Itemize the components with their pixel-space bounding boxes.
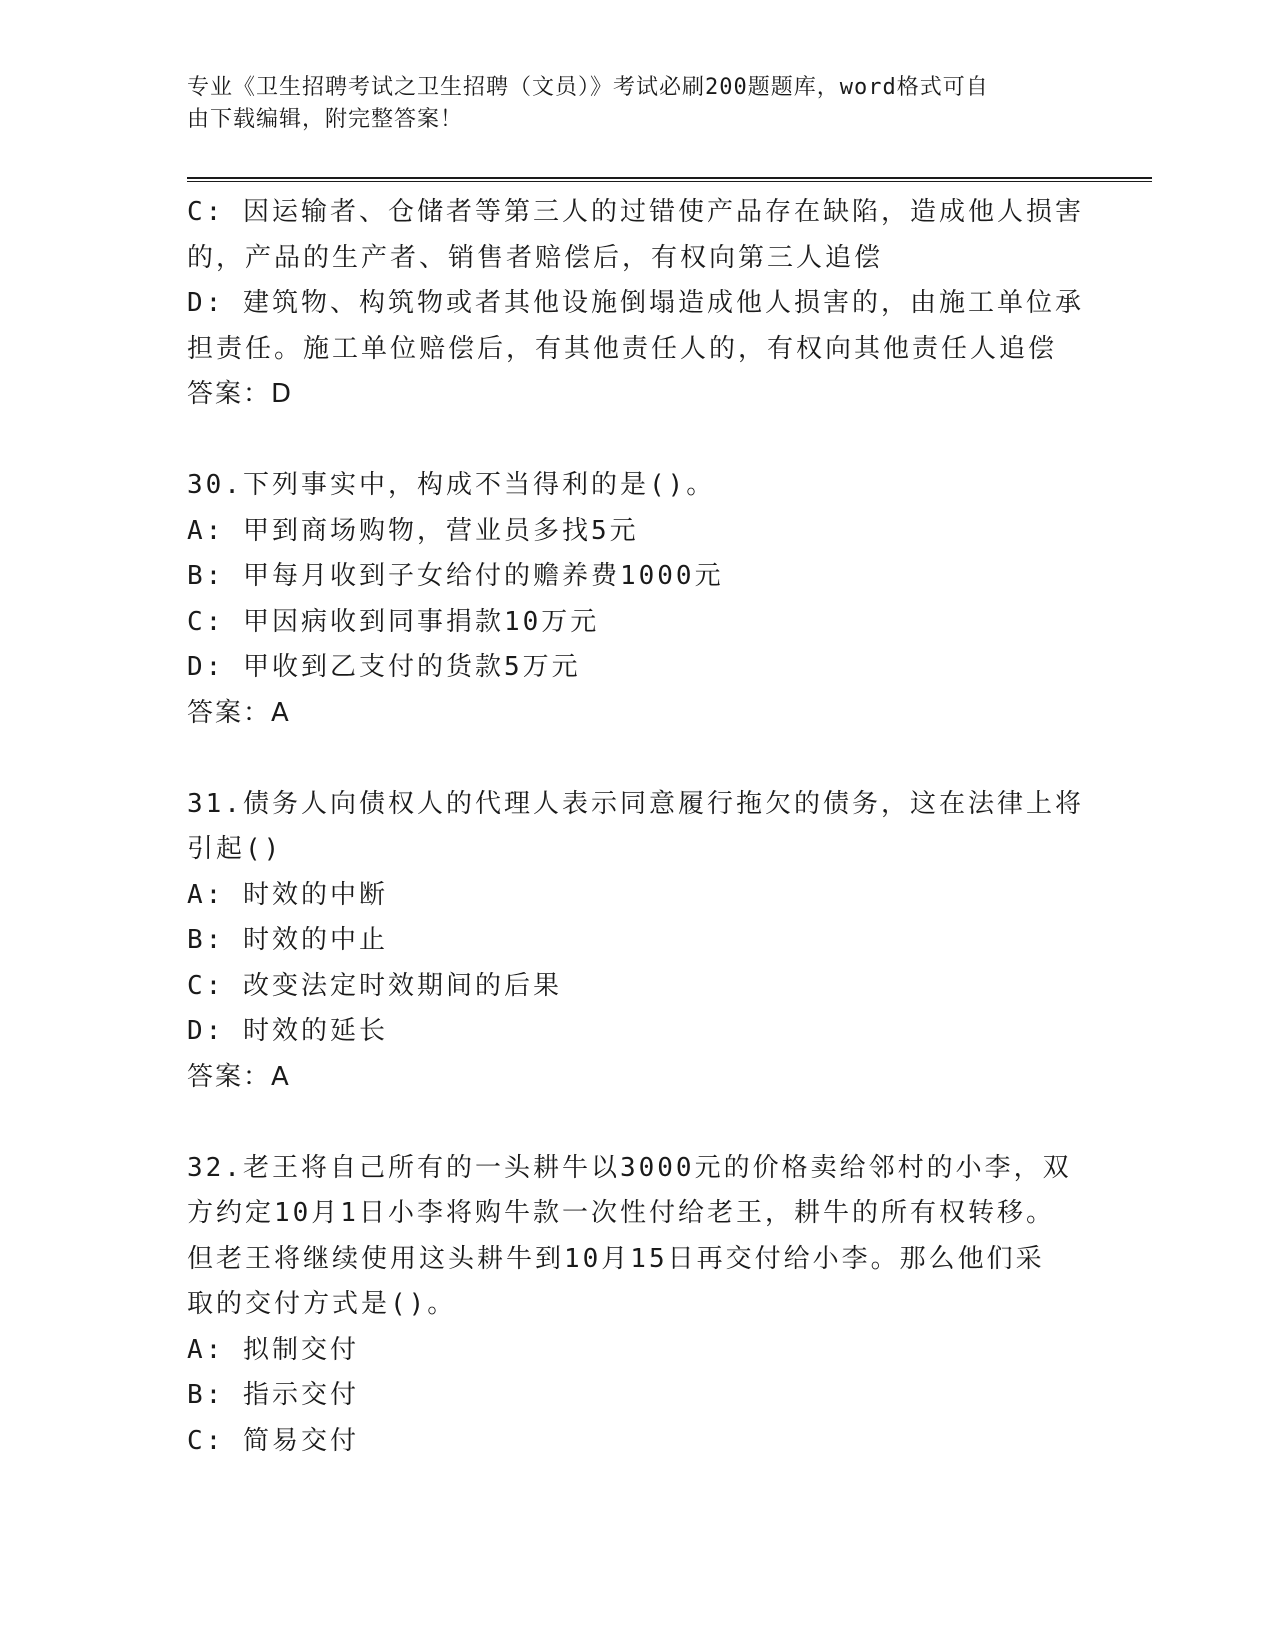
answer-line: 答案：A	[187, 1061, 291, 1092]
option-a: A: 甲到商场购物，营业员多找5元	[187, 515, 639, 546]
option-d: D: 甲收到乙支付的货款5万元	[187, 652, 581, 682]
answer-line: 答案：A	[187, 697, 291, 728]
option-line: C: 因运输者、仓储者等第三人的过错使产品存在缺陷，造成他人损害	[187, 197, 1084, 227]
question-stem: 方约定10月1日小李将购牛款一次性付给老王，耕牛的所有权转移。	[187, 1198, 1055, 1228]
question-stem: 但老王将继续使用这头耕牛到10月15日再交付给小李。那么他们采	[187, 1243, 1045, 1274]
question-block-32	[187, 1146, 1072, 1465]
answer-line: 答案：D	[187, 379, 294, 409]
question-block-29	[187, 190, 1084, 418]
question-stem: 31.债务人向债权人的代理人表示同意履行拖欠的债务，这在法律上将	[187, 788, 1084, 819]
option-d: D: 时效的延长	[187, 1016, 388, 1046]
option-b: B: 时效的中止	[187, 925, 388, 955]
header-divider	[187, 177, 1152, 182]
question-block-31	[187, 782, 1084, 1101]
option-b: B: 指示交付	[187, 1380, 359, 1410]
question-stem: 取的交付方式是()。	[187, 1289, 457, 1319]
option-c: C: 改变法定时效期间的后果	[187, 970, 562, 1001]
option-line: 担责任。施工单位赔偿后，有其他责任人的，有权向其他责任人追偿	[187, 333, 1058, 364]
option-line: 的，产品的生产者、销售者赔偿后，有权向第三人追偿	[187, 242, 884, 273]
option-a: A: 时效的中断	[187, 879, 388, 910]
option-b: B: 甲每月收到子女给付的赡养费1000元	[187, 561, 724, 591]
option-line: D: 建筑物、构筑物或者其他设施倒塌造成他人损害的，由施工单位承	[187, 288, 1084, 318]
option-c: C: 甲因病收到同事捐款10万元	[187, 606, 600, 637]
question-block-30	[187, 463, 1067, 736]
header-line: 由下载编辑，附完整答案！	[187, 107, 464, 132]
document-header	[187, 72, 1067, 136]
spacer	[187, 736, 1067, 782]
spacer	[187, 1100, 1067, 1146]
question-stem: 30.下列事实中，构成不当得利的是()。	[187, 470, 716, 500]
question-stem: 32.老王将自己所有的一头耕牛以3000元的价格卖给邻村的小李，双	[187, 1152, 1072, 1183]
option-c: C: 简易交付	[187, 1425, 359, 1456]
spacer	[187, 418, 1067, 464]
document-body	[187, 190, 1084, 1464]
option-a: A: 拟制交付	[187, 1334, 359, 1365]
header-line: 专业《卫生招聘考试之卫生招聘（文员）》考试必刷200题题库，word格式可自	[187, 75, 989, 100]
question-stem: 引起()	[187, 834, 283, 864]
